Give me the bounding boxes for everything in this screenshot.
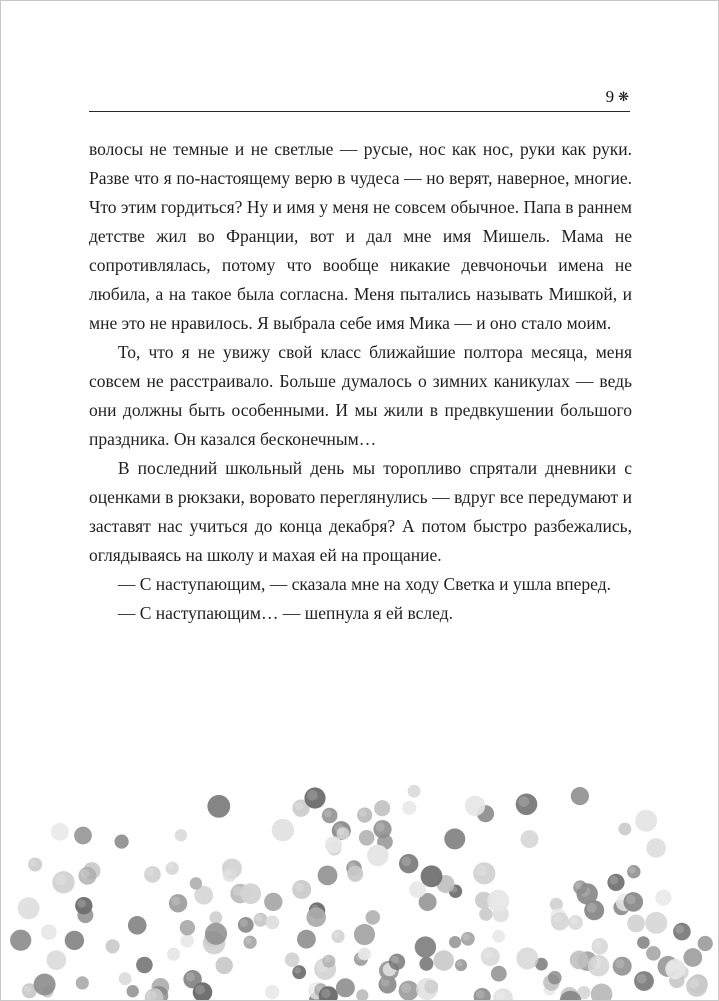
page-header <box>89 87 630 107</box>
paragraph: — С наступающим… — шепнула я ей вслед. <box>117 603 453 623</box>
paragraph: — С наступающим, — сказала мне на ходу Светка и ушла вперед. <box>117 574 611 594</box>
paragraph: В последний школьный день мы торопливо спрятали дневники с оценками в рюкзаки, воровато переглянулись — вдруг все передумают и заставят нас учиться до конца декабря? А потом быстро разбежались, оглядываясь на школу и махая ей на прощание. <box>89 458 632 565</box>
snowflake-ornament-icon: ❋ <box>618 89 630 104</box>
confetti-dots <box>1 775 718 1000</box>
body-text <box>89 135 632 628</box>
paragraph: волосы не темные и не светлые — русые, нос как нос, руки как руки. Разве что я по-настоящему верю в чудеса — но верят, наверное, многие. Что этим гордиться? Ну и имя у меня не совсем обычное. Папа в раннем детстве жил во Франции, вот и дал мне имя Мишель. Мама не сопротивлялась, потому что вообще никакие девчоночьи имена не любила, а на такое была согласна. Меня пытались называть Мишкой, и мне это не нравилось. Я выбрала себе имя Мика — и оно стало моим. <box>89 139 632 333</box>
page-number: 9 <box>605 87 616 106</box>
header-rule <box>89 111 630 112</box>
confetti-decoration <box>1 775 718 1000</box>
paragraph: То, что я не увижу свой класс ближайшие полтора месяца, меня совсем не расстраивало. Больше думалось о зимних каникулах — ведь они должны быть особенными. И мы жили в предвкушении большого праздника. Он казался бесконечным… <box>89 342 632 449</box>
